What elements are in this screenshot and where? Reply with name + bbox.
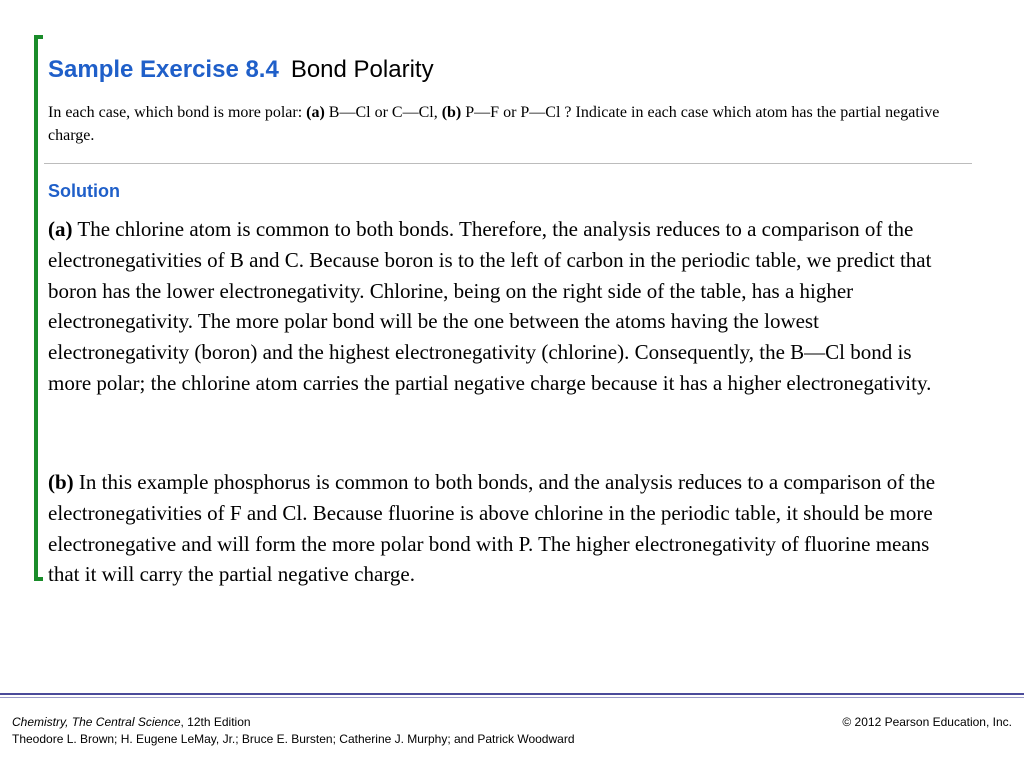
exercise-number: Sample Exercise 8.4	[48, 56, 279, 83]
prompt-intro: In each case, which bond is more polar:	[48, 104, 307, 121]
footer-book-title: Chemistry, The Central Science	[12, 715, 181, 729]
footer-copyright: © 2012 Pearson Education, Inc.	[842, 715, 1012, 729]
green-bracket-decoration	[34, 35, 43, 581]
footer-rule	[0, 693, 1024, 695]
prompt-a-text: B—Cl or C—Cl,	[324, 104, 442, 121]
prompt-b-text: P—F or P—Cl ? Indicate in each case which atom has the partial negative charge.	[48, 104, 940, 144]
part-b-label: (b)	[48, 470, 74, 494]
footer-edition: , 12th Edition	[180, 715, 251, 729]
section-divider	[44, 163, 972, 164]
part-a-label: (a)	[48, 217, 73, 241]
part-b-text: In this example phosphorus is common to both bonds, and the analysis reduces to a comparison of the electronegativities of F and Cl. Because fluorine is above chlorine in the periodic table, it should be more electronegative and will form the more polar bond with P. The higher electronegativity of fluorine means that it will carry the partial negative charge.	[48, 470, 936, 587]
slide-title	[48, 55, 434, 85]
solution-part-b	[48, 467, 948, 590]
exercise-name: Bond Polarity	[290, 56, 434, 83]
footer-authors: Theodore L. Brown; H. Eugene LeMay, Jr.; Bruce E. Bursten; Catherine J. Murphy; and Patrick Woodward	[12, 732, 575, 746]
footer-book-line	[12, 714, 575, 731]
solution-part-a	[48, 214, 948, 399]
footer-citation	[12, 714, 575, 748]
exercise-prompt	[48, 101, 948, 147]
prompt-b-label: (b)	[441, 104, 462, 121]
prompt-a-label: (a)	[306, 104, 325, 121]
solution-heading: Solution	[48, 181, 120, 201]
footer-rule-thin	[0, 697, 1024, 698]
part-a-text: The chlorine atom is common to both bonds. Therefore, the analysis reduces to a comparison of the electronegativities of B and C. Because boron is to the left of carbon in the periodic table, we predict that boron has the lower electronegativity. Chlorine, being on the right side of the table, has a higher electronegativity. The more polar bond will be the one between the atoms having the lowest electronegativity (boron) and the highest electronegativity (chlorine). Consequently, the B—Cl bond is more polar; the chlorine atom carries the partial negative charge because it has a higher electronegativity.	[48, 217, 932, 395]
